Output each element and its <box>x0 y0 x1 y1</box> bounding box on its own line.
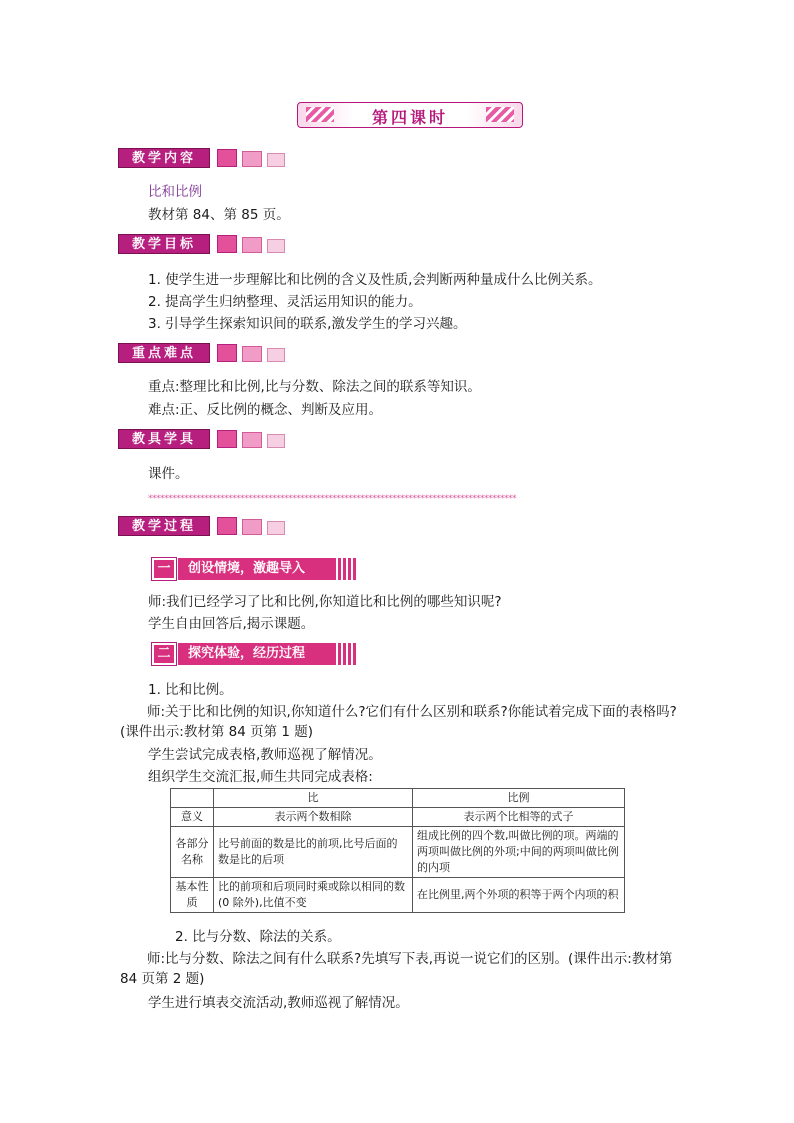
section-label: 教具学具 <box>118 429 210 449</box>
lesson-title: 第四课时 <box>371 108 448 127</box>
item-heading: 2. 比与分数、除法的关系。 <box>175 929 341 945</box>
section-label: 教学目标 <box>118 234 210 254</box>
deco-square <box>267 239 285 253</box>
deco-square <box>242 346 262 362</box>
step-title: 创设情境，激趣导入 <box>178 558 336 580</box>
table-header-cell <box>171 789 214 808</box>
material-text: 教材第 84、第 85 页。 <box>148 207 290 223</box>
paragraph: 学生尝试完成表格,教师巡视了解情况。 <box>148 747 382 763</box>
paragraph: 师:我们已经学习了比和比例,你知道比和比例的哪些知识呢? <box>148 594 502 610</box>
deco-square <box>242 432 262 448</box>
table-cell: 比号前面的数是比的前项,比号后面的数是比的后项 <box>214 827 413 878</box>
deco-square <box>217 344 237 362</box>
paragraph: 师:比与分数、除法之间有什么联系?先填写下表,再说一说它们的区别。(课件出示:教材第 84 页第 2 题) <box>120 951 673 987</box>
table-header-cell: 比例 <box>413 789 625 808</box>
deco-square <box>242 237 262 253</box>
goal-item: 2. 提高学生归纳整理、灵活运用知识的能力。 <box>148 294 422 310</box>
topic-text: 比和比例 <box>148 184 202 200</box>
deco-square <box>217 517 237 535</box>
table-cell: 在比例里,两个外项的积等于两个内项的积 <box>413 878 625 913</box>
table-cell: 表示两个数相除 <box>214 808 413 827</box>
step-bar-tail <box>338 558 358 580</box>
deco-square <box>242 519 262 535</box>
deco-square <box>217 430 237 448</box>
section-label: 重点难点 <box>118 343 210 363</box>
lesson-banner <box>297 102 523 128</box>
paragraph: 组织学生交流汇报,师生共同完成表格: <box>148 769 373 785</box>
paragraph: 学生自由回答后,揭示课题。 <box>148 616 315 632</box>
goal-item: 3. 引导学生探索知识间的联系,激发学生的学习兴趣。 <box>148 316 467 332</box>
star-separator: ******************************************************************************************** <box>148 494 516 504</box>
row-header: 各部分名称 <box>171 827 214 878</box>
row-header: 意义 <box>171 808 214 827</box>
table-row <box>171 808 625 827</box>
tools-text: 课件。 <box>148 466 189 482</box>
step-bar-tail <box>338 643 358 665</box>
deco-square <box>267 521 285 535</box>
row-header: 基本性质 <box>171 878 214 913</box>
deco-square <box>217 235 237 253</box>
goal-item: 1. 使学生进一步理解比和比例的含义及性质,会判断两种量成什么比例关系。 <box>148 272 602 288</box>
table-row <box>171 827 625 878</box>
deco-square <box>242 151 262 167</box>
deco-square <box>267 153 285 167</box>
table-row <box>171 878 625 913</box>
banner-stripes-right <box>486 107 514 122</box>
step-number: 一 <box>152 558 176 580</box>
section-label: 教学过程 <box>118 516 210 536</box>
step-number: 二 <box>152 643 176 665</box>
deco-square <box>267 348 285 362</box>
step-title: 探究体验，经历过程 <box>178 643 336 665</box>
table-cell: 比的前项和后项同时乘或除以相同的数(0 除外),比值不变 <box>214 878 413 913</box>
compare-table <box>170 788 625 913</box>
table-cell: 表示两个比相等的式子 <box>413 808 625 827</box>
paragraph: 学生进行填表交流活动,教师巡视了解情况。 <box>148 995 409 1011</box>
focus-text: 重点:整理比和比例,比与分数、除法之间的联系等知识。 <box>148 379 481 395</box>
difficulty-text: 难点:正、反比例的概念、判断及应用。 <box>148 402 383 418</box>
deco-square <box>267 434 285 448</box>
section-label: 教学内容 <box>118 148 210 168</box>
table-cell: 组成比例的四个数,叫做比例的项。两端的两项叫做比例的外项;中间的两项叫做比例的内项 <box>413 827 625 878</box>
table-header-row <box>171 789 625 808</box>
table-header-cell: 比 <box>214 789 413 808</box>
item-heading: 1. 比和比例。 <box>148 682 233 698</box>
deco-square <box>217 149 237 167</box>
paragraph: 师:关于比和比例的知识,你知道什么?它们有什么区别和联系?你能试着完成下面的表格吗?(课件出示:教材第 84 页第 1 题) <box>120 704 677 740</box>
